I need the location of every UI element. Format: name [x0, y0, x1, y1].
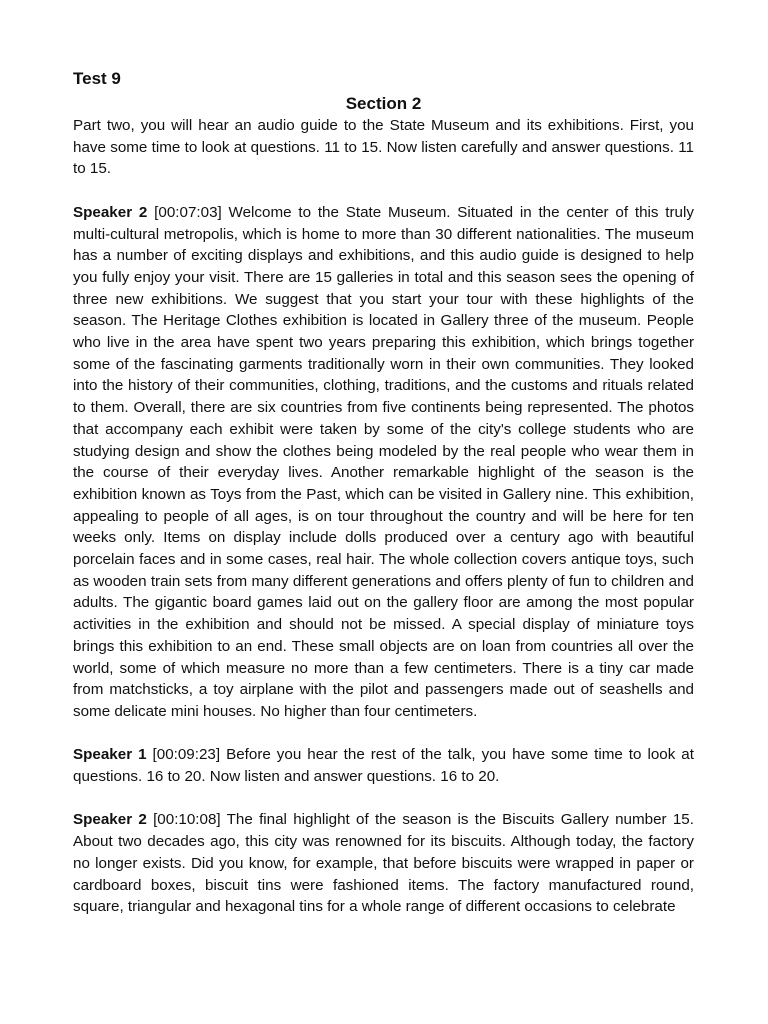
timestamp: [00:10:08] — [153, 811, 221, 829]
transcript-segment — [73, 744, 694, 787]
intro-paragraph: Part two, you will hear an audio guide to the State Museum and its exhibitions. First, you have some time to look at questions. 11 to 15. Now listen carefully and answer questions. 11 to 15. — [73, 117, 694, 178]
section-title: Section 2 — [345, 94, 422, 113]
speaker-label: Speaker 2 — [73, 811, 147, 829]
test-title: Test 9 — [73, 69, 121, 88]
timestamp: [00:09:23] — [152, 746, 221, 764]
paragraph-spacer — [73, 723, 694, 745]
segment-text: Before you hear the rest of the talk, you have some time to look at questions. 16 to 20. Now listen and answer questions. 16 to 20. — [73, 746, 694, 786]
speaker-label: Speaker 2 — [73, 203, 148, 221]
paragraph-spacer — [73, 180, 694, 202]
transcript-segment — [73, 202, 694, 723]
speaker-label: Speaker 1 — [73, 746, 147, 764]
paragraph-spacer — [73, 788, 694, 810]
transcript-segment — [73, 809, 694, 918]
segment-text: Welcome to the State Museum. Situated in the center of this truly multi-cultural metropolis, which is home to more than 30 different nationalities. The museum has a number of exciting displays and exhibitions, and this audio guide is designed to help you fully enjoy your visit. There are 15 galleries in total and this season sees the opening of three new exhibitions. We suggest that you start your tour with these highlights of the season. The Heritage Clothes exhibition is located in Gallery three of the museum. People who live in the area have spent two years preparing this exhibition, which brings together some of the fascinating garments traditionally worn in their own communities. They looked into the history of their communities, clothing, traditions, and the customs and rituals related to them. Overall, there are six countries from five continents being represented. The photos that accompany each exhibit were taken by some of the city's college students who are studying design and show the clothes being modeled by the real people who wear them in the course of their everyday lives. Another remarkable highlight of the season is the exhibition known as Toys from the Past, which can be visited in Gallery nine. This exhibition, appealing to people of all ages, is on tour throughout the country and will be here for ten weeks only. Items on display include dolls produced over a century ago with beautiful porcelain faces and in some cases, real hair. The whole collection covers antique toys, such as wooden train sets from many different generations and offers plenty of fun to children and adults. The gigantic board games laid out on the gallery floor are among the most popular activities in the exhibition and should not be missed. A special display of miniature toys brings this exhibition to an end. These small objects are on loan from countries all over the world, some of which measure no more than a few centimeters. There is a tiny car made from matchsticks, a toy airplane with the pilot and passengers made out of seashells and some delicate mini houses. No higher than four centimeters. — [73, 203, 694, 720]
segment-text: The final highlight of the season is the Biscuits Gallery number 15. About two decades ago, this city was renowned for its biscuits. Although today, the factory no longer exists. Did you know, for example, that before biscuits were wrapped in paper or cardboard boxes, biscuit tins were fashioned items. The factory manufactured round, square, triangular and hexagonal tins for a whole range of different occasions to celebrate — [73, 811, 694, 916]
timestamp: [00:07:03] — [154, 203, 222, 221]
